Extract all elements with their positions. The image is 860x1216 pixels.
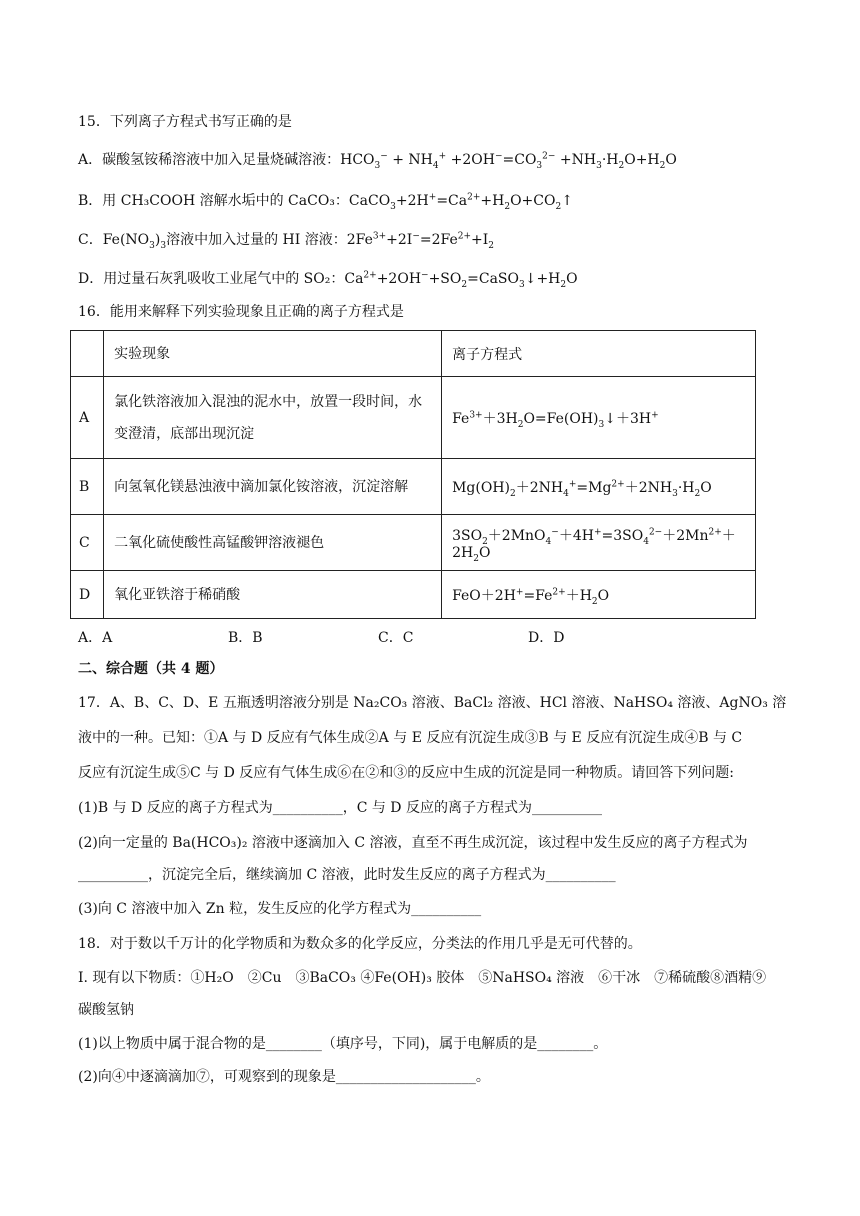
q16-table [70, 330, 756, 619]
table-row [71, 571, 756, 619]
q17-line1: 17．A、B、C、D、E 五瓶透明溶液分别是 Na₂CO₃ 溶液、BaCl₂ 溶液、HCl 溶液、NaHSO₄ 溶液、AgNO₃ 溶 [78, 695, 787, 711]
table-row [71, 515, 756, 571]
section-title: 二、综合题（共 4 题） [78, 661, 224, 677]
q15-b-text: B．用 CH₃COOH 溶解水垢中的 CaCO₃： [78, 193, 349, 209]
row-phenomenon: 氧化亚铁溶于稀硝酸 [104, 571, 442, 619]
q16-option-c: C．C [378, 630, 414, 646]
row-equation: $FeO+2H^+=Fe^{2+}+H_2O$ [442, 571, 756, 619]
q15-d-equation: $Ca^{2+}+2OH^-+SO_2=CaSO_3↓+H_2O$ [344, 270, 578, 290]
q15-c-tail: 溶液中加入过量的 HI 溶液： [166, 232, 347, 248]
q15-b-equation: $CaCO_3+2H^+=Ca^{2+}+H_2O+CO_2↑$ [348, 192, 573, 212]
q15-d-text: D．用过量石灰乳吸收工业尾气中的 SO₂： [78, 271, 345, 287]
q18-stem: 18．对于数以千万计的化学物质和为数众多的化学反应，分类法的作用几乎是无可代替的。 [78, 936, 642, 952]
header-phenomenon: 实验现象 [104, 331, 442, 377]
q15-option-d [78, 270, 578, 288]
row-equation: $3SO_2+2MnO_4^-+4H^+=3SO_4^{2-}+2Mn^{2+}+2H_2O$ [442, 515, 756, 571]
q16-option-a: A．A [78, 630, 113, 646]
table-row [71, 459, 756, 515]
q17-line3: 反应有沉淀生成⑤C 与 D 反应有气体生成⑥在②和③的反应中生成的沉淀是同一种物质。请回答下列问题: [78, 765, 735, 781]
q17-line2: 液中的一种。已知：①A 与 D 反应有气体生成②A 与 E 反应有沉淀生成③B 与 E 反应有沉淀生成④B 与 C [78, 730, 743, 746]
q15-c-formula: $Fe(NO_3)_3$ [102, 232, 167, 251]
q18-i-line2: 碳酸氢钠 [78, 1002, 134, 1018]
q15-a-equation: $HCO_3^- + NH_4^+ +2OH^-=CO_3^{2-} +NH_3\cdot H_2O+H_2O$ [340, 151, 677, 171]
table-row [71, 377, 756, 459]
q15-a-text: A．碳酸氢铵稀溶液中加入足量烧碱溶液： [78, 152, 341, 168]
q17-part2b: __________，沉淀完全后，继续滴加 C 溶液，此时发生反应的离子方程式为__________ [78, 867, 616, 883]
q15-c-text: C． [78, 232, 103, 248]
row-label: C [71, 515, 104, 571]
header-equation: 离子方程式 [442, 331, 756, 377]
q18-part1: (1)以上物质中属于混合物的是________（填序号，下同)，属于电解质的是________。 [78, 1036, 608, 1052]
q15-option-a [78, 151, 677, 169]
q15-stem: 15．下列离子方程式书写正确的是 [78, 114, 292, 130]
row-label: A [71, 377, 104, 459]
q16-stem: 16．能用来解释下列实验现象且正确的离子方程式是 [78, 304, 404, 320]
q18-i-line1: I. 现有以下物质：①H₂O ②Cu ③BaCO₃ ④Fe(OH)₃ 胶体 ⑤NaHSO₄ 溶液 ⑥干冰 ⑦稀硫酸⑧酒精⑨ [78, 970, 767, 986]
row-equation: $Fe^{3+}+3H_2O=Fe(OH)_3↓+3H^+$ [442, 377, 756, 459]
q17-part3: (3)向 C 溶液中加入 Zn 粒，发生反应的化学方程式为__________ [78, 901, 482, 917]
q16-option-b: B．B [228, 630, 263, 646]
row-phenomenon: 氯化铁溶液加入混浊的泥水中，放置一段时间，水变澄清，底部出现沉淀 [104, 377, 442, 459]
q15-option-b [78, 192, 573, 210]
table-corner-cell [71, 331, 104, 377]
q18-part2: (2)向④中逐滴滴加⑦，可观察到的现象是____________________。 [78, 1069, 490, 1085]
row-phenomenon: 二氧化硫使酸性高锰酸钾溶液褪色 [104, 515, 442, 571]
row-label: B [71, 459, 104, 515]
q17-part2a: (2)向一定量的 Ba(HCO₃)₂ 溶液中逐滴加入 C 溶液，直至不再生成沉淀，该过程中发生反应的离子方程式为 [78, 835, 748, 851]
row-phenomenon: 向氢氧化镁悬浊液中滴加氯化铵溶液，沉淀溶解 [104, 459, 442, 515]
table-header-row [71, 331, 756, 377]
q16-option-d: D．D [528, 630, 565, 646]
q17-part1: (1)B 与 D 反应的离子方程式为__________，C 与 D 反应的离子方程式为__________ [78, 800, 602, 816]
row-equation: $Mg(OH)_2+2NH_4^+=Mg^{2+}+2NH_3\cdot H_2O$ [442, 459, 756, 515]
q15-option-c [78, 231, 494, 249]
q15-c-equation: $2Fe^{3+}+2I^-=2Fe^{2+}+I_2$ [346, 231, 495, 251]
row-label: D [71, 571, 104, 619]
